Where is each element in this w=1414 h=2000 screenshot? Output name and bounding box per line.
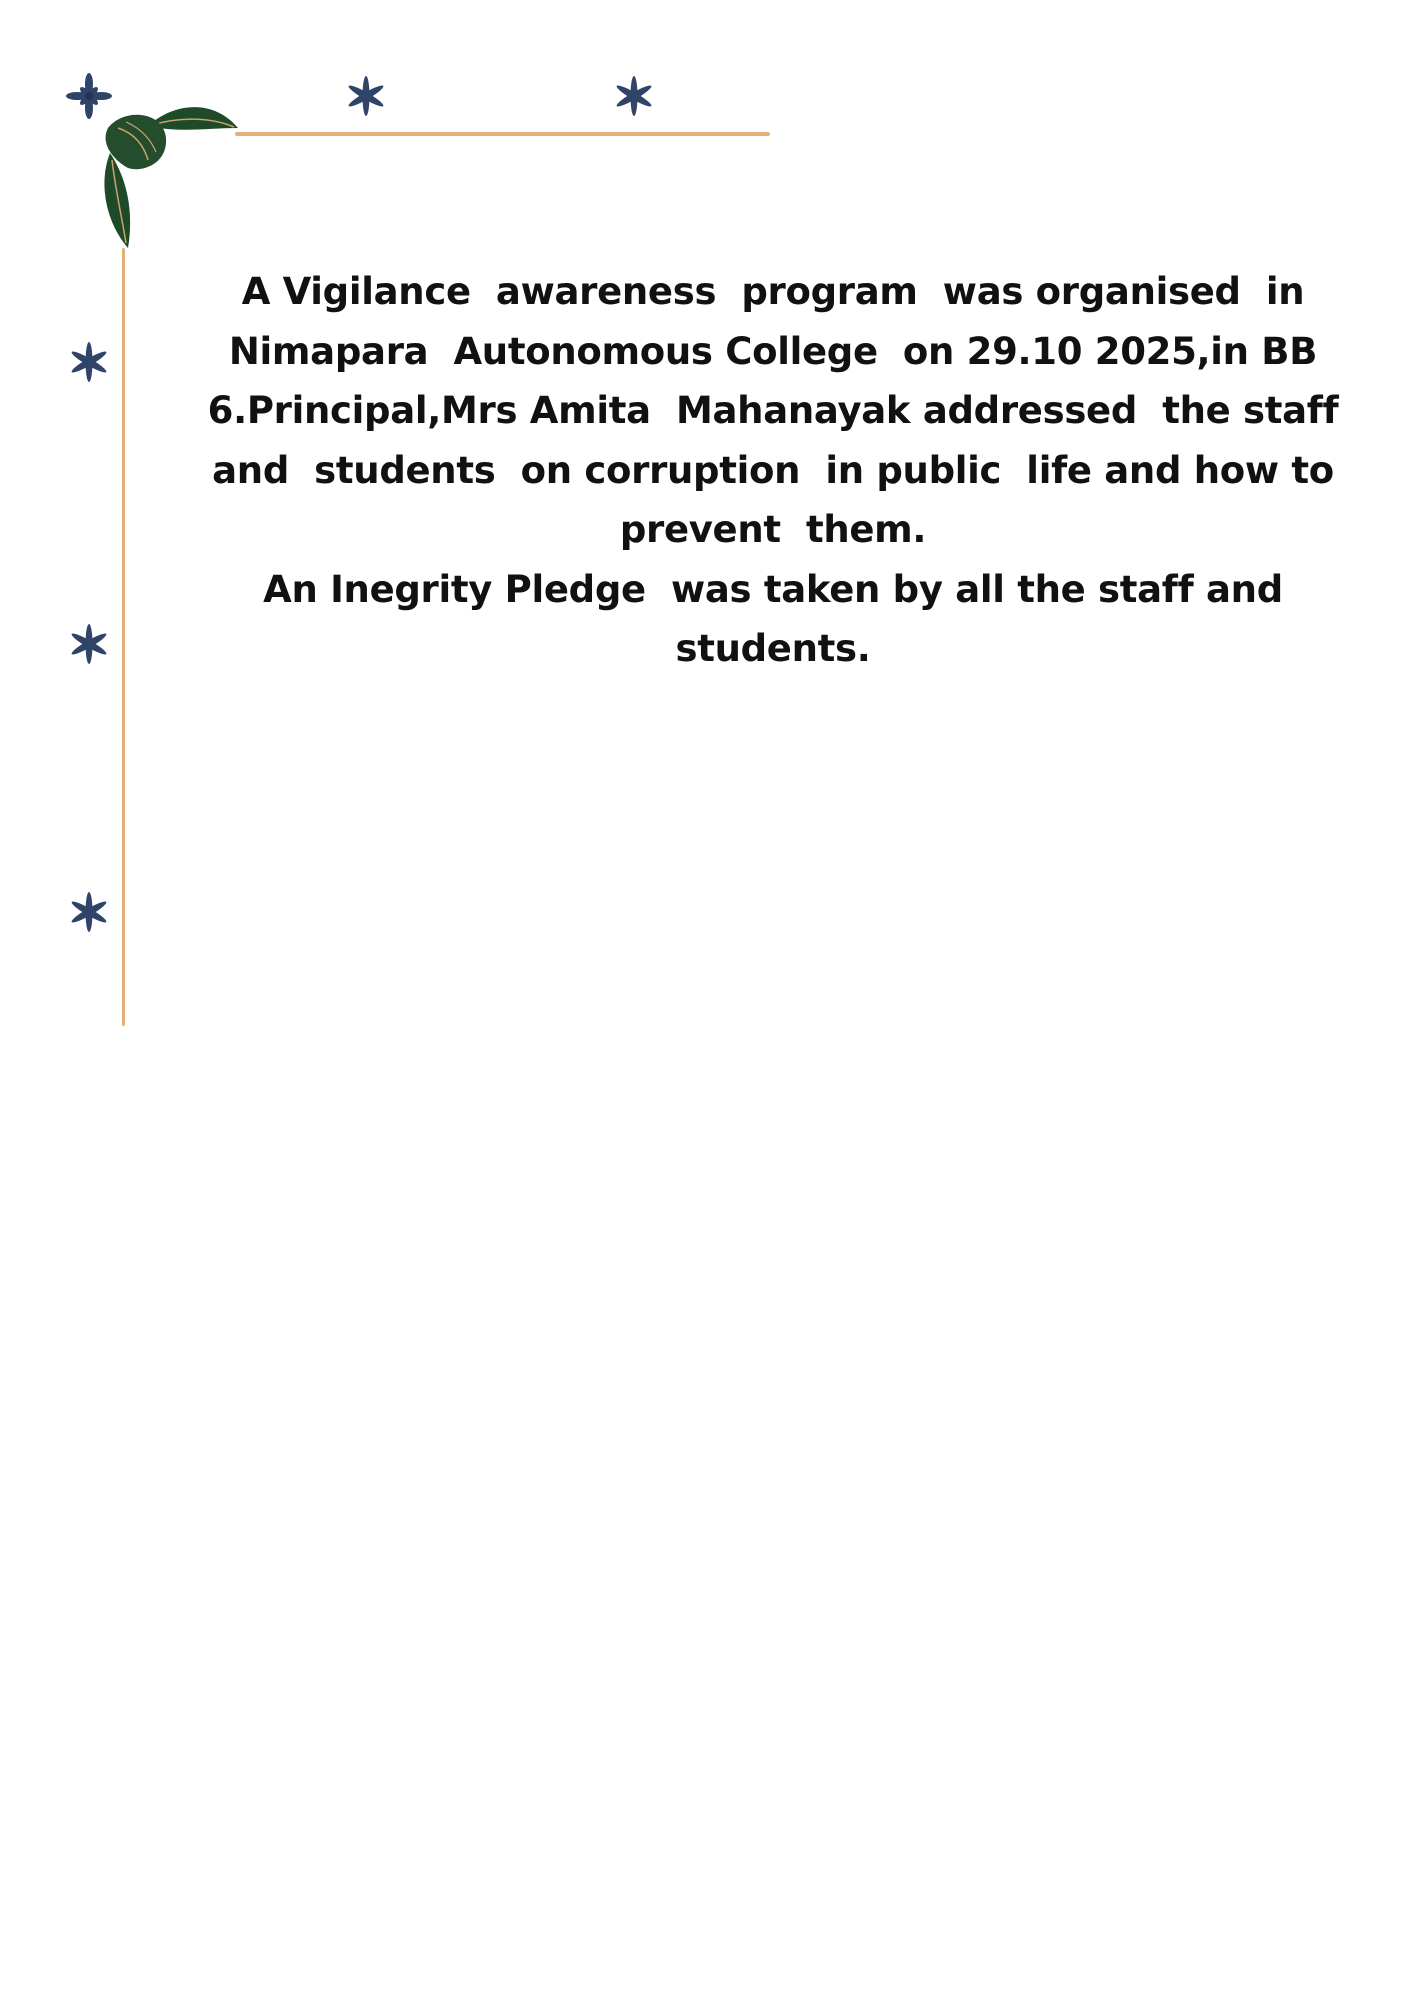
- top-border-line: [235, 132, 770, 136]
- star-flower-icon: [65, 338, 113, 386]
- text-line: A Vigilance awareness program was organised in: [241, 270, 1305, 313]
- star-flower-icon: [65, 888, 113, 936]
- text-line: and students on corruption in public life and how to: [212, 448, 1334, 492]
- left-border-line: [122, 248, 125, 1026]
- star-flower-icon: [610, 72, 658, 120]
- star-flower-icon: [65, 620, 113, 668]
- program-report-text: [200, 262, 1346, 679]
- text-line: students.: [675, 627, 871, 670]
- text-line: 6.Principal,Mrs Amita Mahanayak addressed the staff: [207, 389, 1339, 432]
- star-flower-icon: [342, 72, 390, 120]
- star-flower-icon: [65, 72, 113, 120]
- leaf-corner-icon: [88, 98, 248, 258]
- text-line: prevent them.: [619, 508, 927, 551]
- text-line: Nimapara Autonomous College on 29.10 2025,in BB: [228, 329, 1318, 373]
- text-line: An Inegrity Pledge was taken by all the staff and: [263, 567, 1283, 611]
